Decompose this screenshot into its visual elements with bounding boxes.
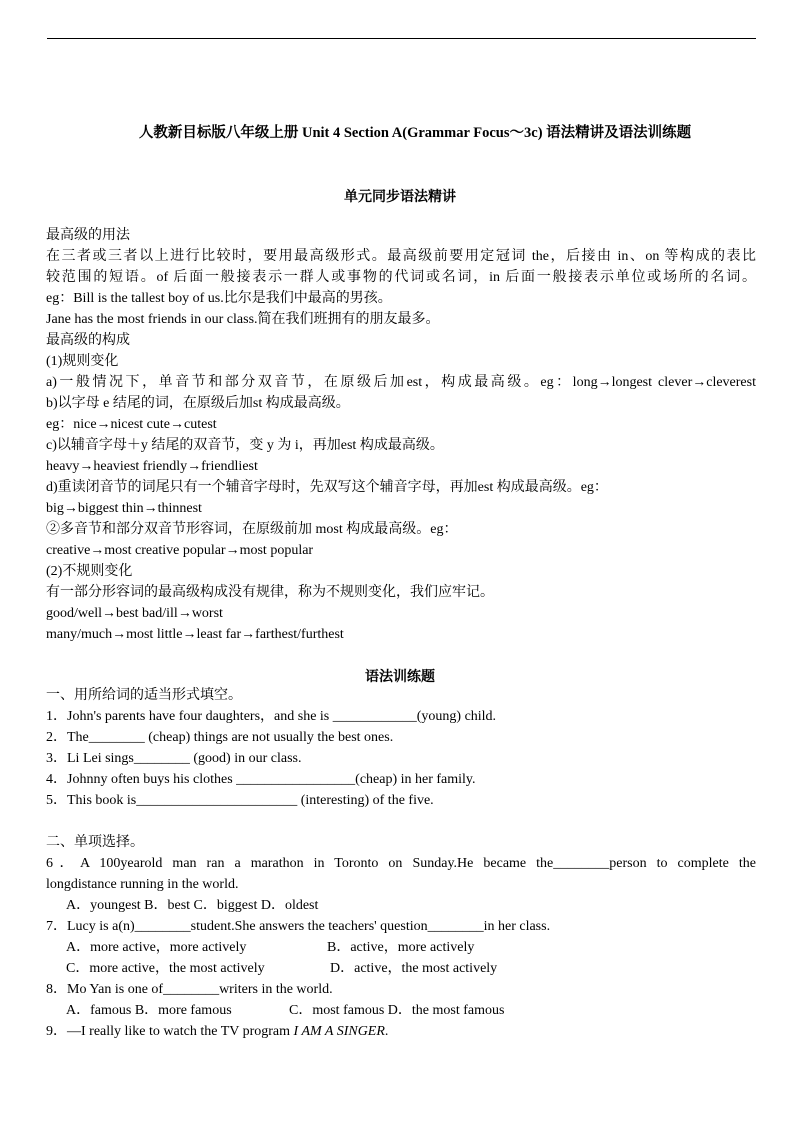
- question-9: [46, 1022, 388, 1042]
- question-7-option-b: B．active，more actively: [327, 940, 475, 955]
- grammar-line: d)重读闭音节的词尾只有一个辅音字母时，先双写这个辅音字母，再加est 构成最高级。eg：: [46, 480, 608, 495]
- grammar-line: (2)不规则变化: [46, 564, 133, 579]
- part1-heading: 一、用所给词的适当形式填空。: [46, 688, 242, 703]
- question-6-line-2: longdistance running in the world.: [46, 877, 239, 892]
- question-8: 8．Mo Yan is one of________writers in the world.: [46, 982, 333, 997]
- grammar-line: c)以辅音字母＋y 结尾的双音节，变 y 为 i，再加est 构成最高级。: [46, 438, 444, 453]
- question-7-option-d: D．active，the most actively: [330, 961, 498, 976]
- grammar-line: big→biggest thin→thinnest: [46, 501, 202, 516]
- grammar-line: many/much→most little→least far→farthest/furthest: [46, 627, 344, 642]
- fill-blank-question: 4．Johnny often buys his clothes _________________(cheap) in her family.: [46, 772, 476, 787]
- question-7: 7．Lucy is a(n)________student.She answers the teachers' question________in her class.: [46, 919, 551, 934]
- fill-blank-question: 3．Li Lei sings________ (good) in our class.: [46, 751, 302, 766]
- question-9-text: 9．—I really like to watch the TV program: [46, 1024, 294, 1039]
- question-8-options-cd: C．most famous D．the most famous: [289, 1003, 505, 1018]
- fill-blank-question: 5．This book is_______________________ (interesting) of the five.: [46, 793, 434, 808]
- question-9-program-title: I AM A SINGER: [293, 1024, 385, 1039]
- grammar-line: Jane has the most friends in our class.简在我们班拥有的朋友最多。: [46, 312, 440, 327]
- fill-blank-question: 1．John's parents have four daughters，and she is ____________(young) child.: [46, 709, 497, 724]
- grammar-line: 在三者或三者以上进行比较时，要用最高级形式。最高级前要用定冠词 the，后接由 in、on 等构成的表比: [46, 249, 756, 264]
- grammar-line: 有一部分形容词的最高级构成没有规律，称为不规则变化，我们应牢记。: [46, 585, 494, 600]
- grammar-line: eg：nice→nicest cute→cutest: [46, 417, 217, 432]
- question-6-options: A．youngest B．best C．biggest D．oldest: [66, 898, 319, 913]
- grammar-line: 较范围的短语。of 后面一般接表示一群人或事物的代词或名词，in 后面一般接表示单位或场所的名词。: [46, 270, 756, 285]
- section-heading-grammar: 单元同步语法精讲: [344, 190, 456, 205]
- grammar-line: ②多音节和部分双音节形容词，在原级前加 most 构成最高级。eg：: [46, 522, 458, 537]
- section-heading-exercises: 语法训练题: [365, 670, 435, 685]
- grammar-line: a)一般情况下，单音节和部分双音节，在原级后加est，构成最高级。eg：long→longest clever→cleverest: [46, 375, 756, 390]
- grammar-line: b)以字母 e 结尾的词，在原级后加st 构成最高级。: [46, 396, 350, 411]
- question-8-options-ab: A．famous B．more famous: [66, 1003, 232, 1018]
- grammar-line: 最高级的构成: [46, 333, 130, 348]
- part2-heading: 二、单项选择。: [46, 835, 144, 850]
- question-9-period: .: [384, 1024, 389, 1039]
- grammar-line: creative→most creative popular→most popular: [46, 543, 314, 558]
- document-title: 人教新目标版八年级上册 Unit 4 Section A(Grammar Focus～3c) 语法精讲及语法训练题: [138, 125, 692, 141]
- grammar-line: 最高级的用法: [46, 228, 130, 243]
- question-7-option-c: C．more active，the most actively: [66, 961, 265, 976]
- fill-blank-question: 2．The________ (cheap) things are not usually the best ones.: [46, 730, 394, 745]
- grammar-line: eg：Bill is the tallest boy of us.比尔是我们中最高的男孩。: [46, 291, 392, 306]
- grammar-line: good/well→best bad/ill→worst: [46, 606, 223, 621]
- question-7-option-a: A．more active，more actively: [66, 940, 247, 955]
- header-rule: [47, 38, 756, 39]
- grammar-line: (1)规则变化: [46, 354, 119, 369]
- question-6-line-1: 6．A 100yearold man ran a marathon in Toronto on Sunday.He became the________person to complete the: [46, 856, 756, 871]
- grammar-line: heavy→heaviest friendly→friendliest: [46, 459, 258, 474]
